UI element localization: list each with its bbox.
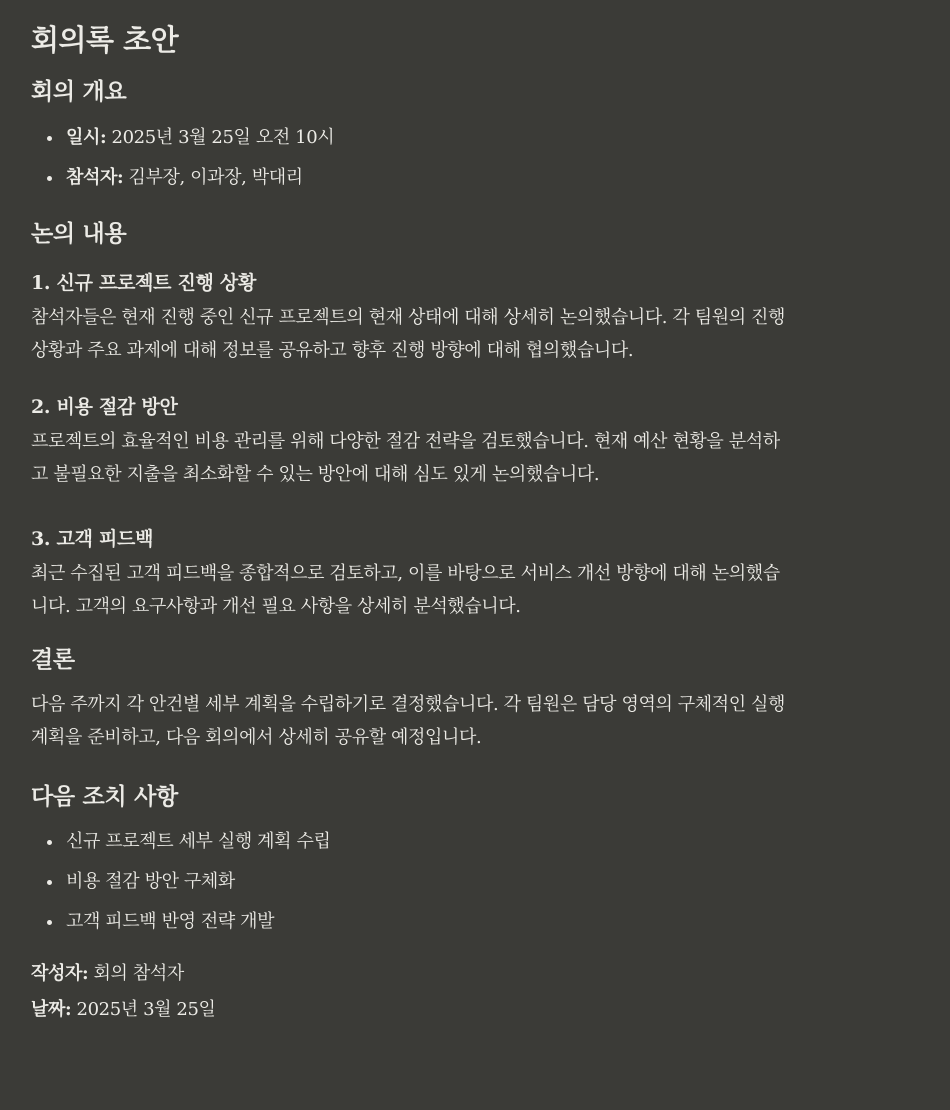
- list-item: 고객 피드백 반영 전략 개발: [31, 907, 920, 937]
- discussion-section: [31, 217, 920, 623]
- datetime-label: 일시:: [66, 127, 107, 148]
- discussion-item-title: 2. 비용 절감 방안: [31, 396, 178, 418]
- discussion-item-line: 프로젝트의 효율적인 비용 관리를 위해 다양한 절감 전략을 검토했습니다. 현재 예산 현황을 분석하: [31, 431, 780, 452]
- author-value: 회의 참석자: [88, 963, 184, 984]
- discussion-item: [31, 525, 920, 623]
- datetime-value: 2025년 3월 25일 오전 10시: [106, 127, 335, 148]
- discussion-item-line: 상황과 주요 과제에 대해 정보를 공유하고 향후 진행 방향에 대해 협의했습니다.: [31, 340, 634, 361]
- discussion-item: [31, 269, 920, 367]
- next-actions-list: [31, 827, 920, 937]
- author-label: 작성자:: [31, 963, 89, 984]
- conclusion-line: 계획을 준비하고, 다음 회의에서 상세히 공유할 예정입니다.: [31, 727, 482, 748]
- footer-section: [31, 959, 920, 1025]
- attendees-value: 김부장, 이과장, 박대리: [123, 167, 303, 188]
- discussion-item-line: 최근 수집된 고객 피드백을 종합적으로 검토하고, 이를 바탕으로 서비스 개선 방향에 대해 논의했습: [31, 563, 780, 584]
- author-line: [31, 959, 920, 989]
- list-item: 신규 프로젝트 세부 실행 계획 수립: [31, 827, 920, 857]
- next-actions-section: [31, 780, 920, 937]
- overview-heading: 회의 개요: [31, 78, 127, 105]
- conclusion-section: [31, 643, 920, 754]
- discussion-item-line: 고 불필요한 지출을 최소화할 수 있는 방안에 대해 심도 있게 논의했습니다.: [31, 464, 600, 485]
- discussion-heading: 논의 내용: [31, 220, 127, 247]
- list-item: [31, 123, 920, 153]
- date-line: [31, 995, 920, 1025]
- attendees-label: 참석자:: [66, 167, 124, 188]
- next-actions-heading: 다음 조치 사항: [31, 783, 178, 810]
- list-item: 비용 절감 방안 구체화: [31, 867, 920, 897]
- discussion-item-line: 참석자들은 현재 진행 중인 신규 프로젝트의 현재 상태에 대해 상세히 논의했습니다. 각 팀원의 진행: [31, 307, 786, 328]
- discussion-item-line: 니다. 고객의 요구사항과 개선 필요 사항을 상세히 분석했습니다.: [31, 596, 521, 617]
- date-label: 날짜:: [31, 999, 72, 1020]
- overview-list: [31, 123, 920, 193]
- discussion-item: [31, 393, 920, 491]
- list-item: [31, 163, 920, 193]
- date-value: 2025년 3월 25일: [71, 999, 216, 1020]
- discussion-item-title: 3. 고객 피드백: [31, 528, 154, 550]
- discussion-item-title: 1. 신규 프로젝트 진행 상황: [31, 272, 257, 294]
- page-title: 회의록 초안: [31, 23, 179, 57]
- conclusion-line: 다음 주까지 각 안건별 세부 계획을 수립하기로 결정했습니다. 각 팀원은 담당 영역의 구체적인 실행: [31, 694, 786, 715]
- overview-section: [31, 75, 920, 193]
- conclusion-heading: 결론: [31, 646, 75, 673]
